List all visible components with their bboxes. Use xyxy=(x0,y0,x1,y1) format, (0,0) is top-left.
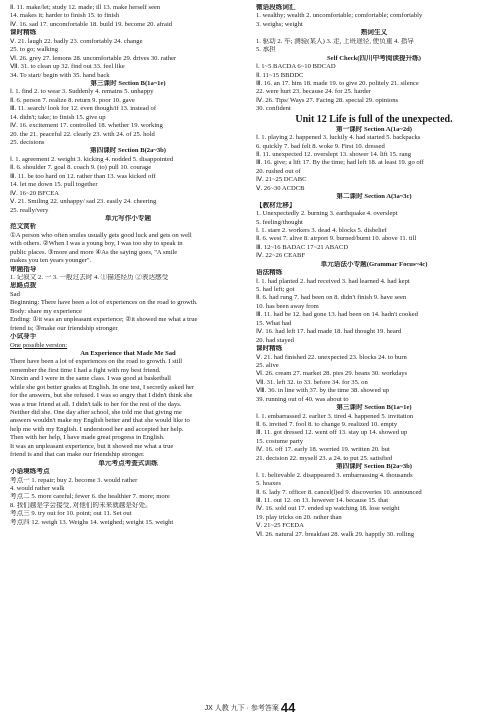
answer-line: 25. really/very xyxy=(10,206,49,214)
answer-line: 1. wealthy; wealth 2. uncomfortable; comfortable; comfortably xyxy=(256,12,423,20)
answer-line: 15. costume party xyxy=(256,437,304,445)
unit-title: Unit 12 Life is full of the unexpected. xyxy=(295,113,453,125)
section-heading: 单元语法小专题(Grammar Focus~4c) xyxy=(320,260,428,268)
answer-line: 3. weighs; weight xyxy=(256,20,303,28)
section-heading: 第三课时 Section B(1a~1e) xyxy=(336,404,412,412)
answer-line: Ⅰ. 1. had planted 2. had received 3. had learned 4. had kept xyxy=(256,277,410,285)
answer-line: Ⅵ. 26. grey 27. lemons 28. uncomfortable 29. drives 30. rather xyxy=(10,54,177,62)
answer-line: Ⅴ. 21. laugh 22. badly 23. comfortably 24. change xyxy=(10,37,143,45)
answer-line: 语法精练 xyxy=(256,269,283,277)
section-heading: An Experience that Made Me Sad xyxy=(80,349,176,357)
answer-line: Ⅶ. 31. left 32. to 33. before 34. for 35. on xyxy=(256,378,368,386)
answer-line: Neither did she. One day after school, she told me that giving me xyxy=(10,409,182,416)
answer-line: 39. running out of 40. was about to xyxy=(256,395,349,403)
answer-line: 1. 记叙文 2. 一 3. 一般过去时 4. ①描述经历 ②表达感受 xyxy=(10,274,169,281)
answer-line: Ⅷ. 36. in line with 37. by the time 38. showed up xyxy=(256,387,390,395)
answer-line: Ⅳ. 16. had left 17. had made 18. had thought 19. heard xyxy=(256,328,402,336)
answer-line: 34. To start/ begin with 35. hand back xyxy=(10,71,110,79)
answer-line: 14. makes it; harder to finish 15. to finish xyxy=(10,12,120,20)
answer-line: Ⅲ. 16. an 17. him 18. made 19. to give 20. politely 21. silence xyxy=(256,79,419,87)
answer-line: Ⅱ. 6. west 7. alive 8. airport 9. burned/burnt 10. above 11. till xyxy=(256,235,417,243)
section-heading: 第一课时 Section A(1a~2d) xyxy=(336,125,412,133)
answer-line: Ⅱ. 11. make/let; study 12. made; ill 13. make herself seen xyxy=(10,4,161,11)
answer-line: 20. the 21. peaceful 22. clearly 23. with 24. of 25. hold xyxy=(10,130,155,138)
answer-line: Ⅱ. 11. unexpected 12. overslept 13. shower 14. lift 15. rang xyxy=(256,151,411,158)
section-heading: 熟词生义 xyxy=(360,29,388,37)
right-column xyxy=(256,4,492,539)
answer-line: 30. confident xyxy=(256,105,291,113)
answer-line: Ⅰ. 1. find 2. to wear 3. Suddenly 4. remains 5. unhappy xyxy=(10,88,154,96)
answer-line: 4. would rather walk xyxy=(10,484,65,492)
answer-line: friend is; ③make our friendship stronger xyxy=(10,324,118,332)
answer-line: 14. didn't; take; to finish 15. give up xyxy=(10,113,106,121)
answer-line: 5. feeling/thought xyxy=(256,218,303,226)
answer-line: Ⅳ. 26. Tips/ Ways 27. Facing 28. special 29. opinions xyxy=(256,96,399,104)
section-heading: 单元考点考查式训练 xyxy=(98,459,158,467)
answer-line: Ⅲ. 11. got dressed 12. went off 13. stay up 14. showed up xyxy=(256,429,408,437)
section-heading: 第四课时 Section B(2a~3b) xyxy=(90,147,166,155)
answer-line: 审题指导 xyxy=(10,265,37,273)
answer-line: Ⅳ. 21~25 DCABC xyxy=(256,176,307,184)
answer-line: Ⅴ. 21. Smiling 22. unhappy/ sad 23. easily 24. cheering xyxy=(10,198,157,206)
answer-line: Ⅲ. 11. had be 12. had gone 13. had been on 14. hadn't cooked xyxy=(256,311,418,319)
answer-line: Ⅲ. 11. be too hard on 12. rather than 13. was kicked off xyxy=(10,172,156,180)
answer-line: 1. 驱动 2. 车; 测验(某人) 3. 走, 上班途径, 使负重 4. 指导 xyxy=(256,37,414,45)
answer-line: Ⅳ. 16. sold out 17. ended up watching 18. lose weight xyxy=(256,505,400,513)
answer-line: 小试身手 xyxy=(10,333,37,341)
answer-line: Ⅰ. 1. believable 2. disappeared 3. embarrassing 4. thousands xyxy=(256,471,413,479)
answer-line: Body: share my experience xyxy=(10,307,82,315)
answer-line: 课时精练 xyxy=(10,29,37,37)
answer-line: 10. has been away from xyxy=(256,302,319,310)
answer-line: makes you ten years younger". xyxy=(10,257,92,265)
answer-line: 20. rushed out of xyxy=(256,167,301,175)
answer-line: Ending: ①it was an unpleasant experience; ②it showed me what a true xyxy=(10,316,198,324)
answer-line: 思路点拨 xyxy=(10,282,37,290)
answer-line: 考点一 1. repair; buy 2. become 3. would rather xyxy=(10,476,138,484)
answer-line: 5. hoaxes xyxy=(256,480,281,488)
answer-line: Ⅱ. 6. lady 7. officer 8. cancel(l)ed 9. discoveries 10. announced xyxy=(256,488,422,496)
answer-line: help me with my English. I understood her and accepted her help. xyxy=(10,425,184,433)
answer-line: Ⅲ. 11. search/ look for 12. even though/if 13. instead of xyxy=(10,105,157,113)
answer-line: public places. ③more and more ④As the saying goes, "A smile xyxy=(10,248,178,256)
answer-line: 19. play tricks on 20. rather than xyxy=(256,513,342,521)
answer-line: Ⅵ. 26. natural 27. breakfast 28. walk 29. happily 30. rolling xyxy=(256,530,415,538)
section-heading: 单元写作小专题 xyxy=(104,214,152,222)
answer-line: was a true friend at all. I didn't talk to her for the rest of the days. xyxy=(10,400,182,408)
answer-line: 考点四 12. weigh 13. Weighs 14. weighed; weight 15. weight xyxy=(10,518,174,526)
answer-line: ①A person who often smiles usually gets good luck and gets on well xyxy=(10,231,192,239)
answer-line: Sad xyxy=(10,290,20,298)
answer-line: 5. had left; got xyxy=(256,286,295,293)
answer-line: Ⅳ. 16~20 BFCEA xyxy=(10,189,60,197)
section-heading: 第四课时 Section B(2a~3b) xyxy=(336,463,412,471)
section-heading: 第三课时 Section B(1a~1e) xyxy=(90,79,166,87)
page-footer xyxy=(0,702,500,715)
answer-line: 范文赏析 xyxy=(10,223,37,231)
answer-line: 6. quickly 7. bad felt 8. woke 9. First 10. dressed xyxy=(256,142,385,150)
answer-line: Ⅱ. 6. shoulder 7. goal 8. coach 9. (to) pull 10. courage xyxy=(10,164,152,172)
answer-line: Ⅱ. 6. had rung 7. had been on 8. didn't finish 9. have seen xyxy=(256,294,407,302)
answer-line: Ⅰ. 1~5 BACDA 6~10 BDCAD xyxy=(256,63,336,71)
section-heading: Self Check(四川中考阅读提升练) xyxy=(327,54,421,62)
answer-line: 14. let me down 15. pull together xyxy=(10,181,98,189)
answer-line: Ⅲ. 11. out 12. on 13. however 14. because 15. that xyxy=(256,496,389,504)
answer-line: 21. decision 22. myself 23. a 24. to put 25. satisfied xyxy=(256,454,393,462)
answer-line: Ⅴ. 21~25 FCEDA xyxy=(256,522,304,530)
answer-line: answers wouldn't make my English better and that she would like to xyxy=(10,417,190,425)
answer-line: Ⅵ. 26. cream 27. market 28. pies 29. beans 30. workdays xyxy=(256,370,408,378)
answer-line: Ⅰ. 1. stare 2. workers 3. dead 4. blocks 5. disbelief xyxy=(256,226,387,234)
answer-line: for the answers, but she refused. I was so angry that I didn't think she xyxy=(10,392,193,400)
answer-line: Ⅳ. 22~26 CEABF xyxy=(256,252,306,260)
answer-line: Ⅲ. 12~16 BADAC 17~21 ABACD xyxy=(256,243,349,251)
answer-line: Ⅱ. 6. invited 7. fool 8. to change 9. realized 10. empty xyxy=(256,421,398,428)
answer-line: 1. Unexpectedly 2. burning 3. earthquake 4. overslept xyxy=(256,210,398,218)
answer-line: 5. 承担 xyxy=(256,46,276,54)
answer-line: 课时精练 xyxy=(256,345,283,353)
answer-line: Ⅰ. 1. embarrassed 2. earlier 3. tired 4. happened 5. invitation xyxy=(256,412,414,420)
answer-line: 22. were hurt 23. because 24. for 25. harder xyxy=(256,88,371,96)
answer-line: Then with her help, I have made great progress in English. xyxy=(10,434,165,442)
answer-line: There have been a lot of experiences on the road to growth. I still xyxy=(10,358,183,366)
answer-line: 【教材迁移】 xyxy=(256,201,296,209)
answer-line: One possible version: xyxy=(10,341,68,349)
answer-line: while she got better grades at English. In one test, I secretly asked her xyxy=(10,383,195,391)
section-heading: 第二课时 Section A(3a~3c) xyxy=(336,193,412,201)
answer-line: Xinxin and I were in the same class. I was good at basketball xyxy=(10,375,171,383)
answer-line: Ⅱ. 6. person 7. realize 8. return 9. poor 10. gave xyxy=(10,96,135,104)
answer-line: Ⅴ. 21. had finished 22. unexpected 23. blocks 24. to burn xyxy=(256,353,407,361)
answer-line: Ⅰ. 1. agreement 2. weight 3. kicking 4. nodded 5. disappointed xyxy=(10,155,174,163)
answer-line: with others. ②When I was a young boy, I was too shy to speak in xyxy=(10,240,183,248)
answer-line: 考点二 5. more careful; fewer 6. the healthier 7. more; more xyxy=(10,493,170,501)
answer-line: Ⅳ. 16. excitement 17. controlled 18. whether 19. working xyxy=(10,122,163,130)
answer-line: 小语境练考点 xyxy=(10,468,50,476)
answer-line: Ⅶ. 31. to clean up 32. find out 33. feel like xyxy=(10,63,125,71)
answer-line: Ⅴ. 26~30 ACDCB xyxy=(256,184,305,192)
answer-line: 8. 我们越是学会接受, 对他们的未来就越是好处。 xyxy=(10,501,152,509)
answer-line: Ⅳ. 16. off 17. early 18. worried 19. written 20. but xyxy=(256,446,390,454)
answer-line: Ⅲ. 16. give; a lift 17. By the time; had left 18. at least 19. go off xyxy=(256,159,424,167)
answer-line: Beginning: There have been a lot of experiences on the road to growth. xyxy=(10,299,198,307)
answer-line: 20. had stayed xyxy=(256,336,294,344)
left-column xyxy=(10,4,246,527)
answer-line: 考点三 9. try out for 10. point; out 11. Set out xyxy=(10,510,132,518)
answer-line: Ⅰ. 1. playing 2. happened 3. luckily 4. had started 5. backpacks xyxy=(256,134,421,142)
answer-line: 25. decisions xyxy=(10,139,45,146)
answer-line: 25. alive xyxy=(256,361,279,369)
answer-line: remember the first time I had a fight with my best friend. xyxy=(10,366,161,374)
answer-line: Ⅱ. 11~15 BBDDC xyxy=(256,71,304,79)
footer-label: JX 人教 九下 · 参考答案 xyxy=(204,704,279,712)
answer-line: friend is and that can make our friendship stronger. xyxy=(10,451,145,459)
answer-line: It was an unpleasant experience, but it showed me what a true xyxy=(10,442,174,450)
answer-line: 15. What had xyxy=(256,319,292,327)
answer-line: 微语段练词汇 xyxy=(256,4,296,11)
answer-line: 25. to go; walking xyxy=(10,46,58,54)
answer-line: Ⅳ. 16. sad 17. uncomfortable 18. build 19. become 20. afraid xyxy=(10,20,173,28)
page-number: 44 xyxy=(280,700,296,715)
